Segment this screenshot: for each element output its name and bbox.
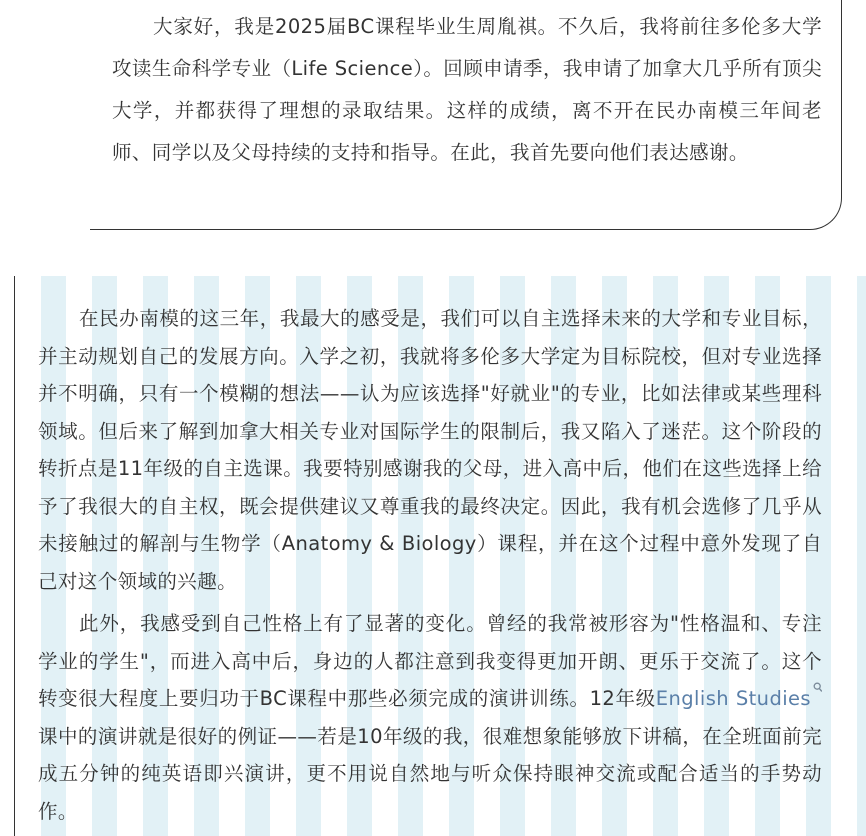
paragraph-2-text-before: 此外，我感受到自己性格上有了显著的变化。曾经的我常被形容为"性格温和、专注学业的学生"，而进入高中后，身边的人都注意到我变得更加开朗、更乐于交流了。这个转变很大程度上要归功于BC课程中那些必须完成的演讲训练。12年级 — [38, 612, 822, 710]
body-paragraph-2 — [38, 605, 822, 830]
search-icon[interactable] — [813, 682, 822, 694]
body-paragraph-1: 在民办南模的这三年，我最大的感受是，我们可以自主选择未来的大学和专业目标，并主动规划自己的发展方向。入学之初，我就将多伦多大学定为目标院校，但对专业选择并不明确，只有一个模糊的想法——认为应该选择"好就业"的专业，比如法律或某些理科领域。但后来了解到加拿大相关专业对国际学生的限制后，我又陷入了迷茫。这个阶段的转折点是11年级的自主选课。我要特别感谢我的父母，进入高中后，他们在这些选择上给予了我很大的自主权，既会提供建议又尊重我的最终决定。因此，我有机会选修了几乎从未接触过的解剖与生物学（Anatomy & Biology）课程，并在这个过程中意外发现了自己对这个领域的兴趣。 — [38, 307, 822, 593]
english-studies-term-link[interactable]: English Studies — [655, 687, 811, 710]
intro-paragraph: 大家好，我是2025届BC课程毕业生周胤祺。不久后，我将前往多伦多大学攻读生命科学专业（Life Science）。回顾申请季，我申请了加拿大几乎所有顶尖大学，并都获得了理想的录取结果。这样的成绩，离不开在民办南模三年间老师、同学以及父母持续的支持和指导。在此，我首先要向他们表达感谢。 — [112, 15, 822, 164]
paragraph-2-text-after: 课中的演讲就是很好的例证——若是10年级的我，很难想象能够放下讲稿，在全班面前完成五分钟的纯英语即兴演讲，更不用说自然地与听众保持眼神交流或配合适当的手势动作。 — [38, 724, 822, 823]
